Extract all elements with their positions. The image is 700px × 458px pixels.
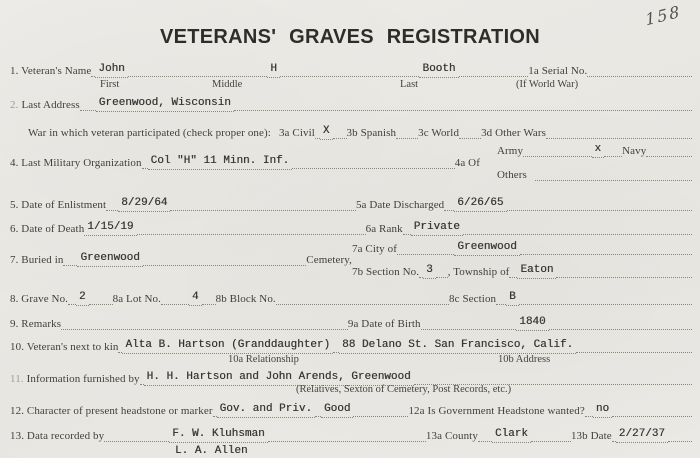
dotted-leader xyxy=(161,303,189,305)
veteran-middle-name-value: H xyxy=(267,63,280,78)
cemetery-name-value: Greenwood xyxy=(77,252,142,267)
military-organization-value: Col "H" 11 Minn. Inf. xyxy=(148,155,293,170)
first-sublabel: First xyxy=(100,79,120,90)
rank-label: 6a Rank xyxy=(365,223,403,235)
dotted-leader xyxy=(397,253,454,255)
row-next-of-kin-sublabels xyxy=(0,354,700,367)
dotted-leader xyxy=(63,264,77,266)
second-recorder-name-value: L. A. Allen xyxy=(175,445,248,457)
dotted-leader xyxy=(531,440,571,442)
township-label: , Township of xyxy=(447,266,510,278)
section-no-label: 7b Section No. xyxy=(352,266,420,278)
dotted-leader xyxy=(459,75,529,77)
birth-date-label: 9a Date of Birth xyxy=(347,318,421,330)
handwritten-page-number: 158 xyxy=(644,1,683,30)
if-world-war-sublabel: (If World War) xyxy=(516,79,579,90)
record-date-value: 2/27/37 xyxy=(616,428,668,443)
row-second-recorder xyxy=(175,443,248,458)
serial-no-label: 1a Serial No. xyxy=(528,65,588,77)
navy-label: Navy xyxy=(622,145,647,157)
form-title: VETERANS' GRAVES REGISTRATION xyxy=(159,26,541,48)
city-of-label: 7a City of xyxy=(352,243,397,255)
headstone-character-label: 12. Character of present headstone or marker xyxy=(10,405,213,417)
relatives-sexton-sublabel: (Relatives, Sexton of Cemetery, Post Records, etc.) xyxy=(296,384,512,395)
row-last-address xyxy=(10,97,692,112)
world-war-label: 3c World xyxy=(418,127,460,139)
address-sublabel: 10b Address xyxy=(498,354,551,365)
dotted-leader xyxy=(546,137,692,139)
grave-no-value: 2 xyxy=(76,291,89,306)
row-grave-lot-block xyxy=(10,291,692,306)
military-organization-label: 4. Last Military Organization xyxy=(10,157,142,169)
city-of-value: Greenwood xyxy=(454,241,519,256)
row-information-furnished-sublabel xyxy=(0,384,700,397)
dotted-leader xyxy=(234,109,692,111)
row-section-township xyxy=(352,264,692,279)
row-branch-others xyxy=(497,167,692,182)
row-death-rank xyxy=(10,221,692,236)
discharged-label: 5a Date Discharged xyxy=(355,199,445,211)
township-value: Eaton xyxy=(517,264,556,279)
other-wars-label: 3d Other Wars xyxy=(481,127,547,139)
rank-value: Private xyxy=(411,221,463,236)
dotted-leader xyxy=(612,415,692,417)
army-checkmark: x xyxy=(592,143,605,158)
dotted-leader xyxy=(496,303,506,305)
next-of-kin-address-value: 88 Delano St. San Francisco, Calif. xyxy=(339,339,576,354)
dotted-leader xyxy=(353,415,408,417)
recorder-name-value: F. W. Kluhsman xyxy=(169,428,267,443)
information-furnished-value: H. H. Hartson and John Arends, Greenwood xyxy=(144,371,414,386)
dotted-leader xyxy=(268,440,426,442)
spanish-war-label: 3b Spanish xyxy=(346,127,397,139)
dotted-leader xyxy=(396,137,418,139)
grave-no-label: 8. Grave No. xyxy=(10,293,69,305)
information-furnished-number: 11. xyxy=(10,373,24,385)
dotted-leader xyxy=(421,328,517,330)
veteran-first-name-value: John xyxy=(95,63,127,78)
dotted-leader xyxy=(128,75,268,77)
dotted-leader xyxy=(104,440,169,442)
of-label: 4a Of xyxy=(454,157,480,169)
death-date-value: 1/15/19 xyxy=(84,221,136,236)
middle-sublabel: Middle xyxy=(212,79,243,90)
death-date-label: 6. Date of Death xyxy=(10,223,85,235)
row-veteran-name-sublabels xyxy=(0,79,700,92)
dotted-leader xyxy=(478,440,492,442)
block-no-label: 8b Block No. xyxy=(215,293,276,305)
row-next-of-kin xyxy=(10,339,692,354)
dotted-leader xyxy=(646,155,692,157)
dotted-leader xyxy=(276,303,449,305)
dotted-leader xyxy=(668,440,692,442)
dotted-leader xyxy=(89,303,113,305)
lot-no-value: 4 xyxy=(189,291,202,306)
county-value: Clark xyxy=(492,428,531,443)
dotted-leader xyxy=(444,209,454,211)
dotted-leader xyxy=(143,264,306,266)
civil-war-label: 3a Civil xyxy=(278,127,315,139)
dotted-leader xyxy=(292,167,455,169)
dotted-leader xyxy=(459,137,481,139)
remarks-label: 9. Remarks xyxy=(10,318,62,330)
enlistment-date-value: 8/29/64 xyxy=(118,197,170,212)
record-date-label: 13b Date xyxy=(570,430,612,442)
dotted-leader xyxy=(556,276,692,278)
last-address-label: Last Address xyxy=(21,99,80,111)
dotted-leader xyxy=(507,209,693,211)
dotted-leader xyxy=(436,276,448,278)
birth-date-value: 1840 xyxy=(516,316,548,331)
row-data-recorded xyxy=(10,428,692,443)
row-city-of xyxy=(352,241,692,256)
dotted-leader xyxy=(604,155,622,157)
information-furnished-label: Information furnished by xyxy=(26,373,140,385)
dotted-leader xyxy=(520,253,692,255)
dotted-leader xyxy=(549,328,692,330)
last-sublabel: Last xyxy=(400,79,419,90)
last-address-number: 2. xyxy=(10,99,19,111)
dotted-leader xyxy=(137,233,366,235)
dotted-leader xyxy=(463,233,692,235)
war-participated-label: War in which veteran participated (check proper one): xyxy=(28,127,271,139)
section-no-value: 3 xyxy=(423,264,436,279)
army-label: Army xyxy=(497,145,524,157)
headstone-wanted-value: no xyxy=(593,403,612,418)
headstone-character-value: Gov. and Priv. xyxy=(217,403,315,418)
dotted-leader xyxy=(170,209,356,211)
discharged-date-value: 6/26/65 xyxy=(454,197,506,212)
section-value: B xyxy=(506,291,519,306)
relationship-sublabel: 10a Relationship xyxy=(228,354,299,365)
dotted-leader xyxy=(68,303,76,305)
cemetery-label: Cemetery, xyxy=(306,254,352,266)
dotted-leader xyxy=(202,303,216,305)
buried-in-label: 7. Buried in xyxy=(10,254,64,266)
next-of-kin-value: Alta B. Hartson (Granddaughter) xyxy=(122,339,333,354)
dotted-leader xyxy=(333,137,347,139)
dotted-leader xyxy=(280,75,420,77)
county-label: 13a County xyxy=(425,430,478,442)
dotted-leader xyxy=(535,179,692,181)
civil-war-checkmark: X xyxy=(320,125,333,140)
row-branch-army-navy xyxy=(497,143,692,158)
dotted-leader xyxy=(576,351,692,353)
row-buried-in xyxy=(10,252,352,267)
headstone-wanted-label: 12a Is Government Headstone wanted? xyxy=(408,405,585,417)
row-war-participated xyxy=(28,125,692,140)
dotted-leader xyxy=(519,303,692,305)
dotted-leader xyxy=(523,155,591,157)
row-enlistment xyxy=(10,197,692,212)
dotted-leader xyxy=(80,109,96,111)
others-label: Others xyxy=(497,169,527,181)
dotted-leader xyxy=(403,233,411,235)
enlistment-label: 5. Date of Enlistment xyxy=(10,199,107,211)
lot-no-label: 8a Lot No. xyxy=(112,293,161,305)
last-address-value: Greenwood, Wisconsin xyxy=(96,97,234,112)
row-remarks-birth xyxy=(10,316,692,331)
headstone-condition-value: Good xyxy=(321,403,353,418)
data-recorded-label: 13. Data recorded by xyxy=(10,430,105,442)
section-label: 8c Section xyxy=(449,293,497,305)
row-veteran-name xyxy=(10,63,692,78)
next-of-kin-label: 10. Veteran's next to kin xyxy=(10,341,119,353)
dotted-leader xyxy=(509,276,517,278)
dotted-leader xyxy=(587,75,692,77)
dotted-leader xyxy=(61,328,348,330)
dotted-leader xyxy=(585,415,593,417)
dotted-leader xyxy=(106,209,118,211)
row-military-organization xyxy=(10,155,480,170)
row-headstone-character xyxy=(10,403,692,418)
veteran-last-name-value: Booth xyxy=(419,63,458,78)
veteran-name-label: 1. Veteran's Name xyxy=(10,65,92,77)
